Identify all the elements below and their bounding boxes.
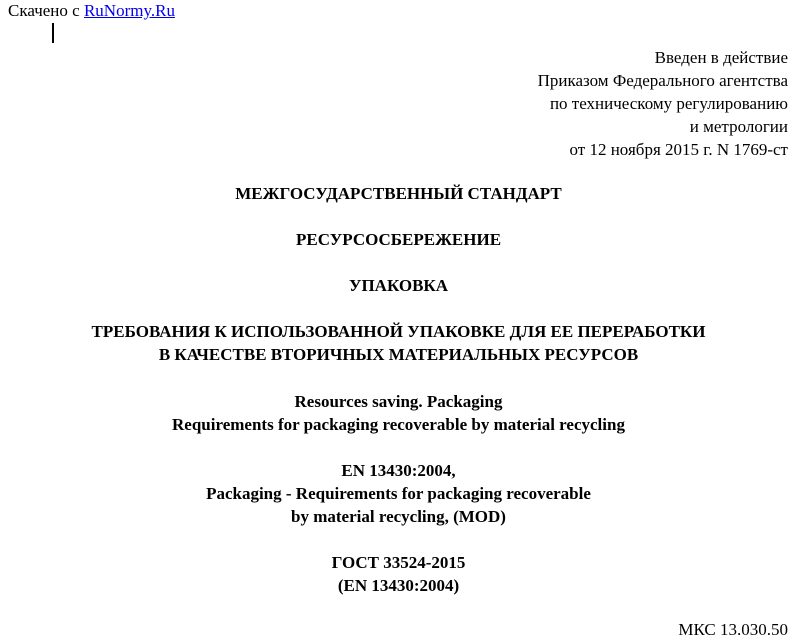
- en-reference-line-1: EN 13430:2004,: [341, 461, 456, 480]
- en-reference-line-3: by material recycling, (MOD): [291, 507, 506, 526]
- subject-3-line-2: В КАЧЕСТВЕ ВТОРИЧНЫХ МАТЕРИАЛЬНЫХ РЕСУРСОВ: [158, 345, 639, 364]
- enactment-line: по техническому регулированию: [549, 94, 788, 113]
- en-reference-block: [0, 459, 790, 528]
- designation-line-1: ГОСТ 33524-2015: [331, 553, 466, 572]
- subject-heading-1: [0, 228, 790, 251]
- download-prefix: Скачено с: [8, 1, 80, 20]
- en-reference-line-2: Packaging - Requirements for packaging recoverable: [206, 484, 591, 503]
- download-source-line: [8, 1, 175, 21]
- standard-type: МЕЖГОСУДАРСТВЕННЫЙ СТАНДАРТ: [235, 184, 562, 203]
- enactment-line: Введен в действие: [654, 48, 788, 67]
- text-cursor: [52, 23, 54, 43]
- runormy-link[interactable]: RuNormy.Ru: [83, 1, 175, 20]
- english-title-line-1: Resources saving. Packaging: [294, 392, 503, 411]
- enactment-line: Приказом Федерального агентства: [537, 71, 788, 90]
- mks-code: МКС 13.030.50: [678, 620, 788, 639]
- english-title-line-2: Requirements for packaging recoverable by material recycling: [172, 415, 625, 434]
- subject-heading-2: [0, 274, 790, 297]
- subject-2: УПАКОВКА: [348, 276, 449, 295]
- designation-line-2: (EN 13430:2004): [337, 576, 460, 595]
- designation-block: [0, 551, 790, 597]
- enactment-block: [538, 46, 788, 161]
- enactment-line: и метрологии: [689, 117, 788, 136]
- subject-1: РЕСУРСОСБЕРЕЖЕНИЕ: [295, 230, 502, 249]
- standard-type-heading: [0, 182, 790, 205]
- subject-heading-3: [0, 320, 790, 366]
- enactment-line: от 12 ноября 2015 г. N 1769-ст: [569, 140, 788, 159]
- subject-3-line-1: ТРЕБОВАНИЯ К ИСПОЛЬЗОВАННОЙ УПАКОВКЕ ДЛЯ ЕЕ ПЕРЕРАБОТКИ: [91, 322, 706, 341]
- english-title-block: [0, 390, 790, 436]
